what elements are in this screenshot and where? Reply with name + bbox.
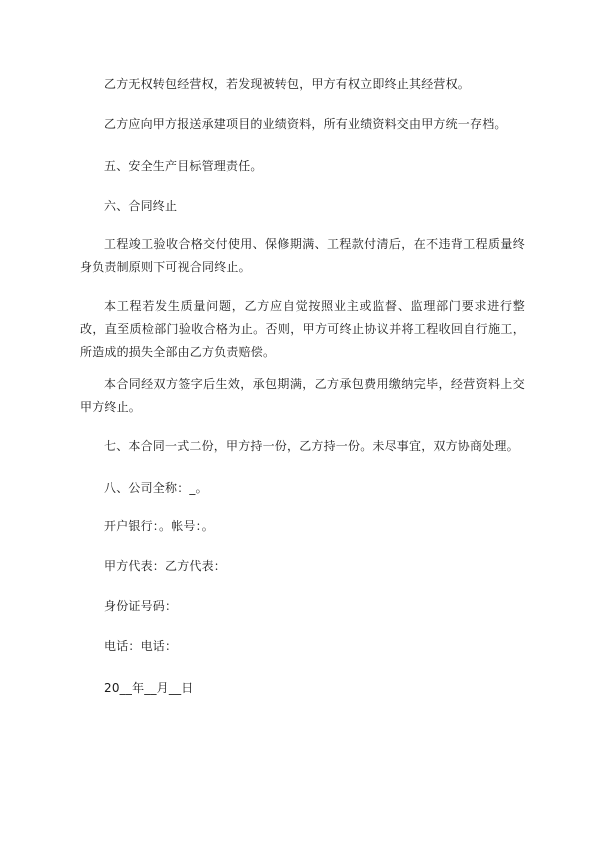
section-heading-copies: 七、本合同一式二份，甲方持一份，乙方持一份。未尽事宜，双方协商处理。 xyxy=(104,439,519,453)
section-heading-termination: 六、合同终止 xyxy=(104,199,178,213)
field-date: 20__年__月__日 xyxy=(104,681,194,695)
paragraph-contract-effective: 本合同经双方签字后生效，承包期满，乙方承包费用缴纳完毕，经营资料上交甲方终止。 xyxy=(80,377,525,414)
field-representatives: 甲方代表：乙方代表： xyxy=(104,559,227,573)
field-bank-account: 开户银行：。帐号：。 xyxy=(104,519,215,533)
section-heading-safety: 五、安全生产目标管理责任。 xyxy=(104,159,263,173)
field-id-number: 身份证号码： xyxy=(104,599,178,613)
paragraph-performance-records: 乙方应向甲方报送承建项目的业绩资料，所有业绩资料交由甲方统一存档。 xyxy=(104,117,507,131)
paragraph-completion-termination: 工程竣工验收合格交付使用、保修期满、工程款付清后，在不违背工程质量终身负责制原则下可视合同终止。 xyxy=(80,237,525,274)
paragraph-no-subcontract: 乙方无权转包经营权，若发现被转包，甲方有权立即终止其经营权。 xyxy=(104,77,471,91)
field-company-name: 八、公司全称：_。 xyxy=(104,481,208,495)
paragraph-quality-issues: 本工程若发生质量问题，乙方应自觉按照业主或监督、监理部门要求进行整改，直至质检部门验收合格为止。否则，甲方可终止协议并将工程收回自行施工，所造成的损失全部由乙方负责赔偿。 xyxy=(80,299,525,359)
field-phone: 电话：电话： xyxy=(104,639,178,653)
